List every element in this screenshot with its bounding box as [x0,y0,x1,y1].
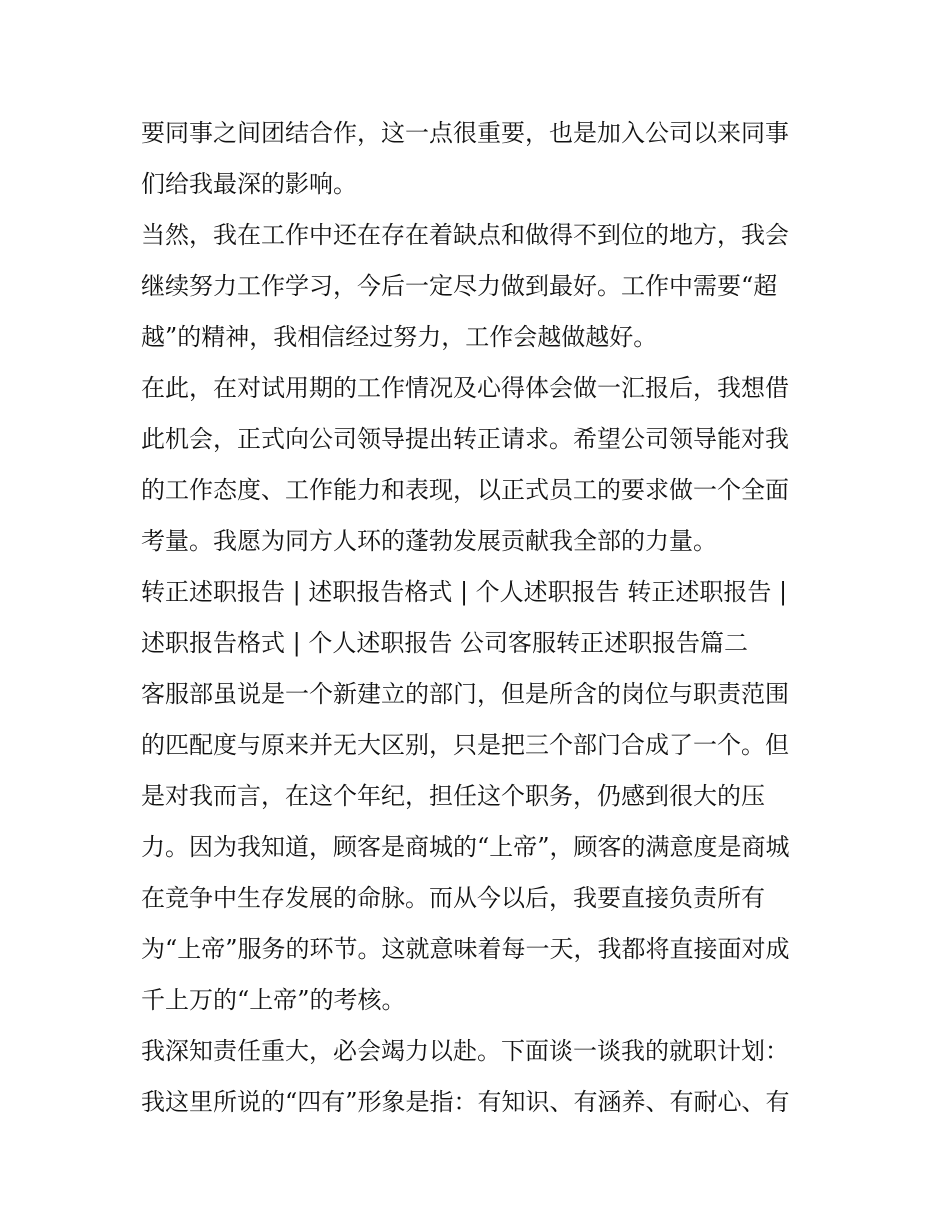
text-line: 力。因为我知道，顾客是商城的“上帝”，顾客的满意度是商城 [141,833,790,861]
text-line: 在竞争中生存发展的命脉。而从今以后，我要直接负责所有 [141,884,765,912]
text-line: 的工作态度、工作能力和表现，以正式员工的要求做一个全面 [141,476,789,504]
document-body [141,108,821,1128]
text-line: 要同事之间团结合作，这一点很重要，也是加入公司以来同事 [141,119,789,147]
text-line: 我这里所说的“四有”形象是指：有知识、有涵养、有耐心、有 [141,1088,790,1116]
text-line: 此机会，正式向公司领导提出转正请求。希望公司领导能对我 [141,425,789,453]
text-line: 考量。我愿为同方人环的蓬勃发展贡献我全部的力量。 [141,527,717,555]
text-line: 客服部虽说是一个新建立的部门，但是所含的岗位与职责范围 [141,680,789,708]
text-line: 们给我最深的影响。 [141,170,357,198]
text-line: 当然，我在工作中还在存在着缺点和做得不到位的地方，我会 [141,221,789,249]
text-line: 是对我而言，在这个年纪，担任这个职务，仍感到很大的压 [141,782,765,810]
text-line: 千上万的“上帝”的考核。 [141,986,406,1014]
text-line: 述职报告格式 | 个人述职报告 公司客服转正述职报告篇二 [141,629,748,657]
text-line: 为“上帝”服务的环节。这就意味着每一天，我都将直接面对成 [141,935,790,963]
text-line: 越”的精神，我相信经过努力，工作会越做越好。 [141,323,658,351]
text-line: 的匹配度与原来并无大区别，只是把三个部门合成了一个。但 [141,731,789,759]
text-line: 在此，在对试用期的工作情况及心得体会做一汇报后，我想借 [141,374,789,402]
text-line: 我深知责任重大，必会竭力以赴。下面谈一谈我的就职计划： [141,1037,789,1065]
text-line: 继续努力工作学习，今后一定尽力做到最好。工作中需要“超 [141,272,778,300]
text-line: 转正述职报告 | 述职报告格式 | 个人述职报告 转正述职报告 | [141,578,788,606]
